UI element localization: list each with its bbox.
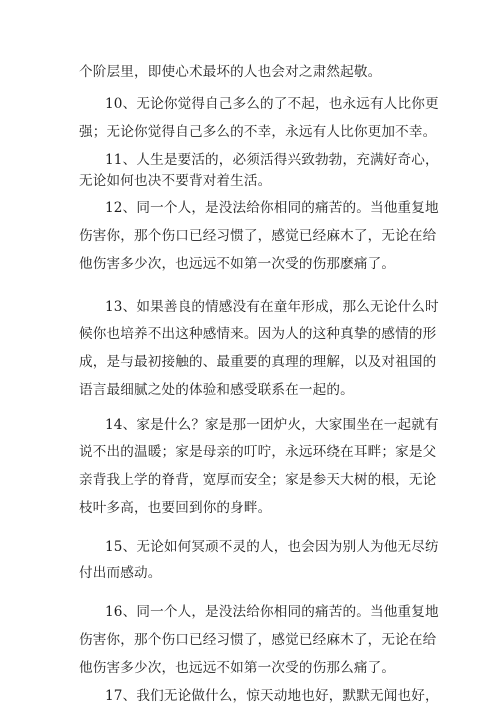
- text-line: 付出而感动。: [79, 565, 162, 581]
- text-line: 15、无论如何冥顽不灵的人，也会因为别人为他无尽纺: [105, 539, 439, 555]
- text-line: 伤害你，那个伤口已经习惯了，感觉已经麻木了，无论在给: [79, 632, 437, 648]
- text-line: 亲背我上学的脊背，宽厚而安全；家是参天大树的根，无论: [79, 472, 437, 488]
- text-line: 14、家是什么？家是那一团炉火，大家围坐在一起就有: [105, 417, 439, 433]
- text-line: 枝叶多高，也要回到你的身畔。: [79, 500, 272, 516]
- text-line: 伤害你，那个伤口已经习惯了，感觉已经麻木了，无论在给: [79, 228, 437, 244]
- text-line: 说不出的温暖；家是母亲的叮咛，永远环绕在耳畔；家是父: [79, 444, 437, 460]
- text-line: 语言最细腻之处的体验和感受联系在一起的。: [79, 382, 354, 398]
- text-line: 16、同一个人，是没法给你相同的痛苦的。当他重复地: [105, 604, 439, 620]
- text-line: 强；无论你觉得自己多么的不幸，永远有人比你更加不幸。: [79, 124, 437, 140]
- text-line: 无论如何也决不要背对着生活。: [79, 173, 272, 189]
- text-line: 10、无论你觉得自己多么的了不起，也永远有人比你更: [105, 96, 439, 112]
- text-line: 13、如果善良的情感没有在童年形成，那么无论什么时: [105, 299, 439, 315]
- text-line: 11、人生是要活的，必须活得兴致勃勃，充满好奇心，: [105, 152, 439, 168]
- text-line: 12、同一个人，是没法给你相同的痛苦的。当他重复地: [105, 200, 439, 216]
- text-line: 17、我们无论做什么，惊天动地也好，默默无闻也好，: [105, 688, 439, 704]
- text-line: 候你也培养不出这种感情来。因为人的这种真挚的感情的形: [79, 326, 437, 342]
- text-line: 他伤害多少次，也远远不如第一次受的伤那麽痛了。: [79, 256, 396, 272]
- text-line: 他伤害多少次，也远远不如第一次受的伤那么痛了。: [79, 660, 396, 676]
- text-line: 个阶层里，即使心术最坏的人也会对之肃然起敬。: [79, 64, 382, 80]
- text-line: 成，是与最初接触的、最重要的真理的理解，以及对祖国的: [79, 354, 437, 370]
